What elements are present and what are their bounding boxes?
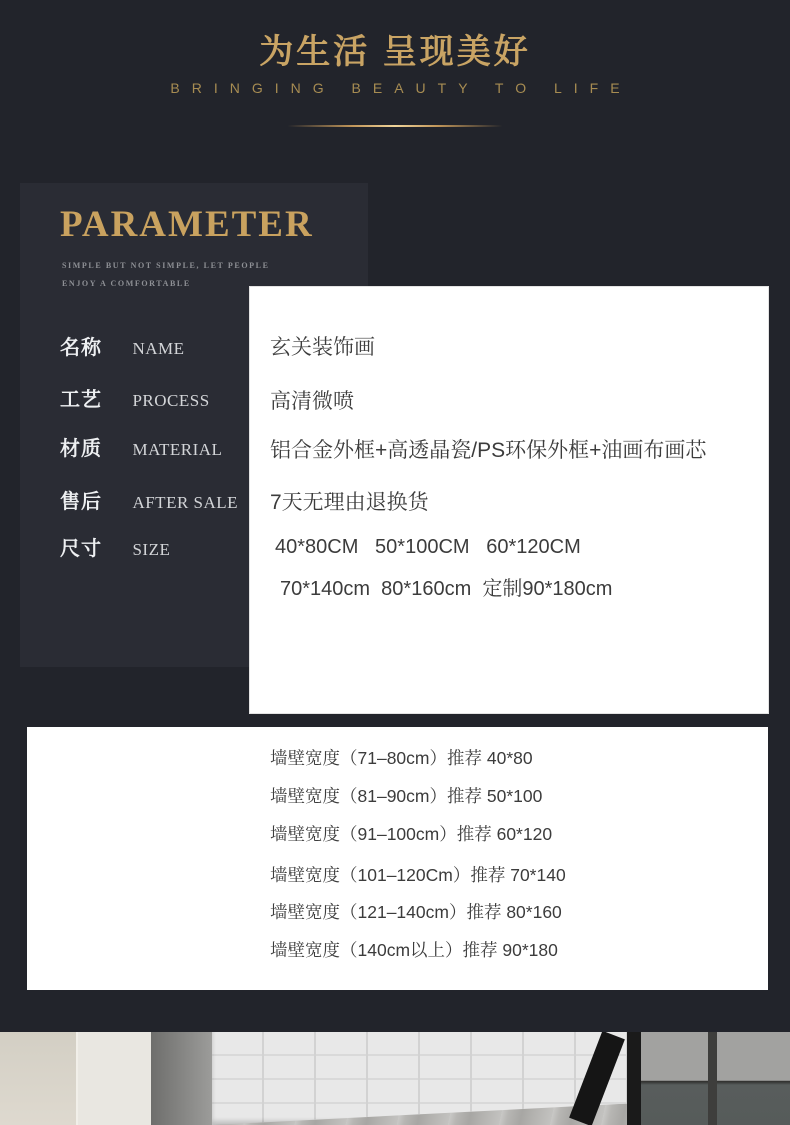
param-row-aftersale xyxy=(60,485,238,514)
param-label-en: PROCESS xyxy=(132,391,210,410)
spec-value-process: 高清微喷 xyxy=(270,390,354,413)
param-label-en: SIZE xyxy=(132,540,171,559)
param-label-en: AFTER SALE xyxy=(132,493,239,512)
param-row-size xyxy=(60,532,170,561)
gold-divider-line xyxy=(288,125,503,127)
size-guide-row: 墙壁宽度（140cm以上）推荐 90*180 xyxy=(270,940,558,960)
spec-value-name: 玄关装饰画 xyxy=(270,336,375,359)
entryway-photo xyxy=(0,1032,790,1125)
spec-value-sizes-line2: 70*140cm 80*160cm 定制90*180cm xyxy=(280,578,613,600)
photo-light-wall xyxy=(78,1032,151,1125)
param-label-en: MATERIAL xyxy=(132,440,223,459)
param-label-zh: 售后 xyxy=(60,491,102,513)
param-row-name xyxy=(60,331,185,360)
size-guide-row: 墙壁宽度（81–90cm）推荐 50*100 xyxy=(270,786,543,806)
photo-cream-wall xyxy=(0,1032,78,1125)
size-guide-row: 墙壁宽度（91–100cm）推荐 60*120 xyxy=(270,824,553,844)
size-guide-row: 墙壁宽度（71–80cm）推荐 40*80 xyxy=(270,748,533,768)
param-label-zh: 材质 xyxy=(60,438,102,460)
spec-value-material: 铝合金外框+高透晶瓷/PS环保外框+油画布画芯 xyxy=(270,439,707,462)
param-label-zh: 名称 xyxy=(60,337,102,359)
photo-wall-corner xyxy=(151,1032,212,1125)
photo-door-frame xyxy=(627,1032,641,1125)
parameter-tagline-line2: ENJOY A COMFORTABLE xyxy=(62,279,191,288)
param-row-process xyxy=(60,383,210,412)
spec-value-aftersale: 7天无理由退换货 xyxy=(270,491,429,514)
param-label-zh: 工艺 xyxy=(60,389,102,411)
hero-subtitle: BRINGING BEAUTY TO LIFE xyxy=(170,80,632,96)
hero-title: 为生活 呈现美好 xyxy=(259,33,531,71)
param-label-zh: 尺寸 xyxy=(60,538,102,560)
photo-metal-mullion xyxy=(708,1032,717,1125)
spec-value-sizes-line1: 40*80CM 50*100CM 60*120CM xyxy=(275,536,581,558)
size-guide-row: 墙壁宽度（121–140cm）推荐 80*160 xyxy=(270,902,562,922)
param-label-en: NAME xyxy=(132,339,185,358)
parameter-tagline-line1: SIMPLE BUT NOT SIMPLE, LET PEOPLE xyxy=(62,261,270,270)
size-guide-row: 墙壁宽度（101–120Cm）推荐 70*140 xyxy=(270,865,566,885)
param-row-material xyxy=(60,432,222,461)
parameter-heading: PARAMETER xyxy=(60,204,314,245)
